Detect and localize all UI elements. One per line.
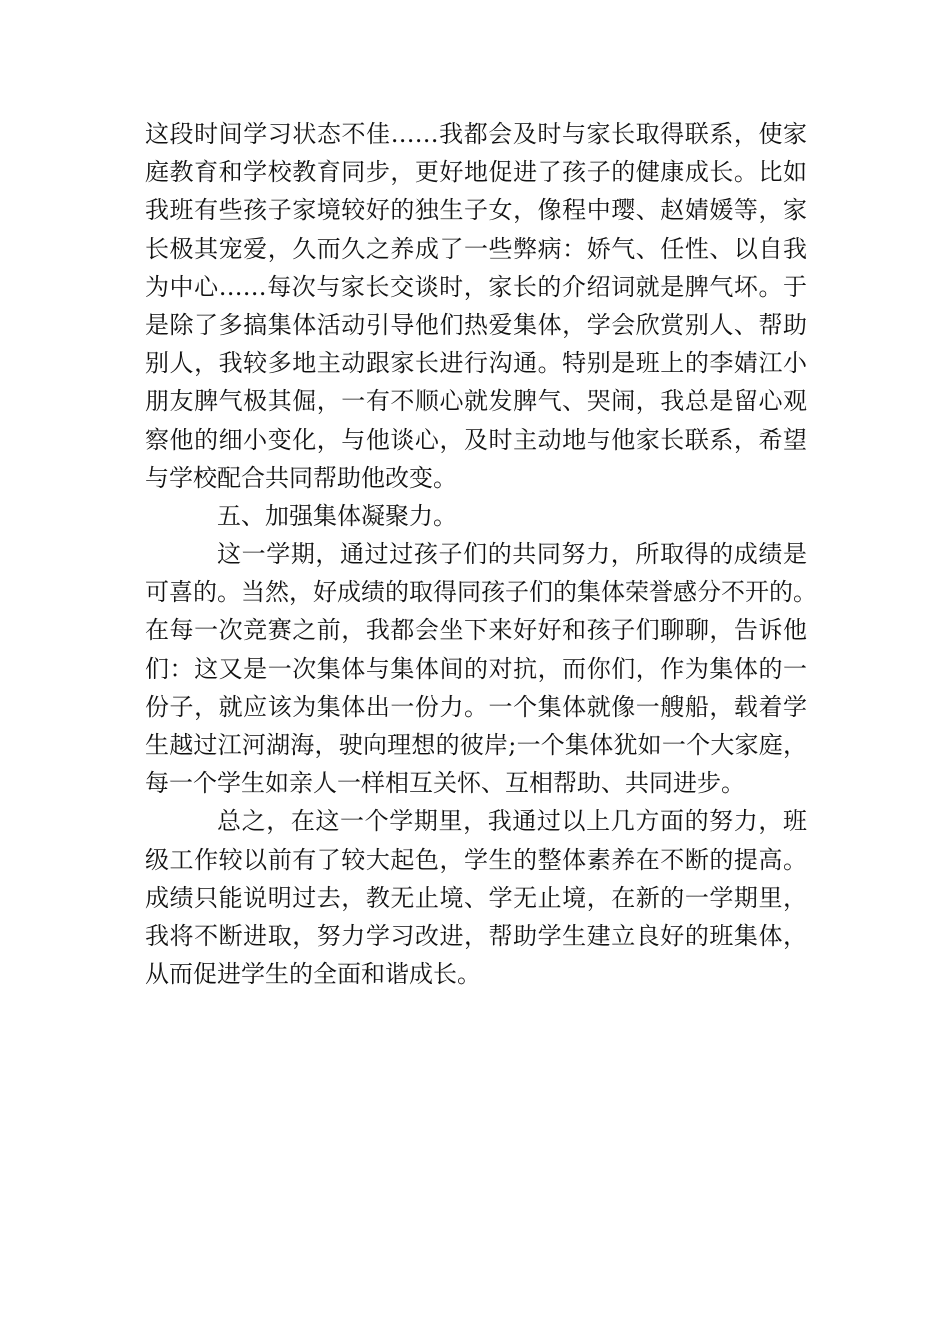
text-line: 察他的细小变化，与他谈心，及时主动地与他家长联系，希望 (145, 425, 807, 454)
text-line: 为中心……每次与家长交谈时，家长的介绍词就是脾气坏。于 (145, 272, 807, 301)
text-line: 级工作较以前有了较大起色，学生的整体素养在不断的提高。 (145, 845, 807, 874)
text-line: 我将不断进取，努力学习改进，帮助学生建立良好的班集体， (145, 921, 807, 950)
text-line: 们：这又是一次集体与集体间的对抗，而你们，作为集体的一 (145, 654, 807, 683)
text-line: 成绩只能说明过去，教无止境、学无止境，在新的一学期里， (145, 883, 807, 912)
text-line: 是除了多搞集体活动引导他们热爱集体，学会欣赏别人、帮助 (145, 310, 807, 339)
document-body (145, 115, 817, 993)
text-line: 在每一次竞赛之前，我都会坐下来好好和孩子们聊聊，告诉他 (145, 616, 807, 645)
text-line: 从而促进学生的全面和谐成长。 (145, 960, 481, 989)
text-line: 庭教育和学校教育同步，更好地促进了孩子的健康成长。比如 (145, 158, 807, 187)
text-line: 这一学期，通过过孩子们的共同努力，所取得的成绩是 (217, 540, 807, 569)
paragraph-conclusion (145, 802, 807, 993)
section-heading: 五、加强集体凝聚力。 (217, 501, 457, 530)
text-line: 长极其宠爱，久而久之养成了一些弊病：娇气、任性、以自我 (145, 234, 807, 263)
paragraph-collective-honor (145, 535, 817, 802)
text-line: 每一个学生如亲人一样相互关怀、互相帮助、共同进步。 (145, 769, 745, 798)
paragraph-parent-communication (145, 115, 807, 497)
text-line: 生越过江河湖海，驶向理想的彼岸;一个集体犹如一个大家庭， (145, 731, 807, 759)
text-line: 总之，在这一个学期里，我通过以上几方面的努力，班 (217, 807, 807, 836)
section-heading-cohesion (145, 497, 807, 535)
text-line: 别人，我较多地主动跟家长进行沟通。特别是班上的李婧江小 (145, 349, 807, 378)
text-line: 朋友脾气极其倔，一有不顺心就发脾气、哭闹，我总是留心观 (145, 387, 807, 416)
text-line: 份子，就应该为集体出一份力。一个集体就像一艘船，载着学 (145, 692, 807, 721)
text-line: 与学校配合共同帮助他改变。 (145, 463, 457, 492)
text-line: 我班有些孩子家境较好的独生子女，像程中璎、赵婧媛等，家 (145, 196, 807, 225)
text-line: 可喜的。当然，好成绩的取得同孩子们的集体荣誉感分不开的。 (145, 578, 817, 607)
text-line: 这段时间学习状态不佳……我都会及时与家长取得联系，使家 (145, 120, 807, 148)
